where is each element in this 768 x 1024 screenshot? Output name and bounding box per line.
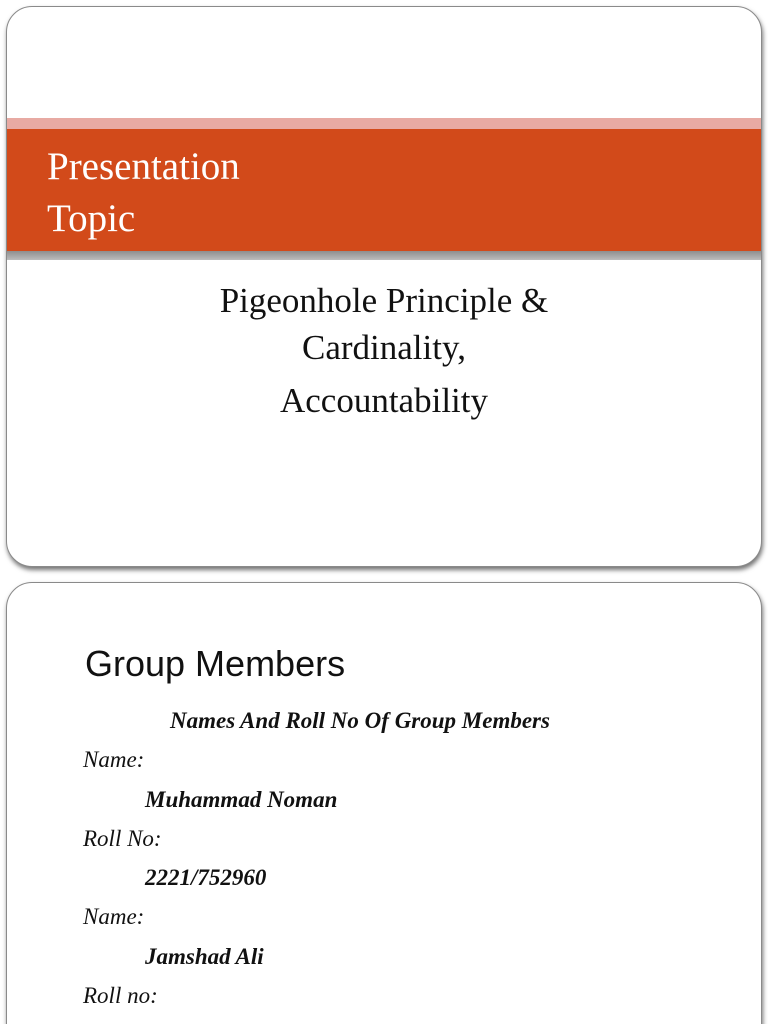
name-label: Name:	[83, 904, 145, 930]
name-label: Name:	[83, 747, 145, 773]
member-name: Jamshad Ali	[145, 943, 264, 969]
subtitle-line-3: Accountability	[279, 381, 488, 420]
group-members-slide	[6, 582, 762, 1024]
banner-top-stripe	[7, 118, 761, 129]
roll-no-label: Roll No:	[83, 825, 162, 851]
title-slide	[6, 6, 762, 567]
subtitle-line-1: Pigeonhole Principle &	[219, 281, 549, 320]
slide-title	[47, 141, 240, 245]
roll-no-label: Roll no:	[83, 983, 158, 1009]
member-name: Muhammad Noman	[145, 786, 338, 812]
member-list-heading: Names And Roll No Of Group Members	[170, 708, 550, 733]
slide-subtitle	[7, 277, 761, 424]
banner-bottom-stripe	[7, 251, 761, 260]
group-members-heading: Group Members	[85, 643, 346, 684]
subtitle-line-2: Cardinality,	[302, 328, 466, 367]
member-roll-no: 2221/752960	[145, 865, 267, 891]
member-list	[83, 701, 723, 1015]
slide-title-line-1: Presentation	[47, 145, 240, 188]
slide-title-line-2: Topic	[47, 197, 136, 240]
